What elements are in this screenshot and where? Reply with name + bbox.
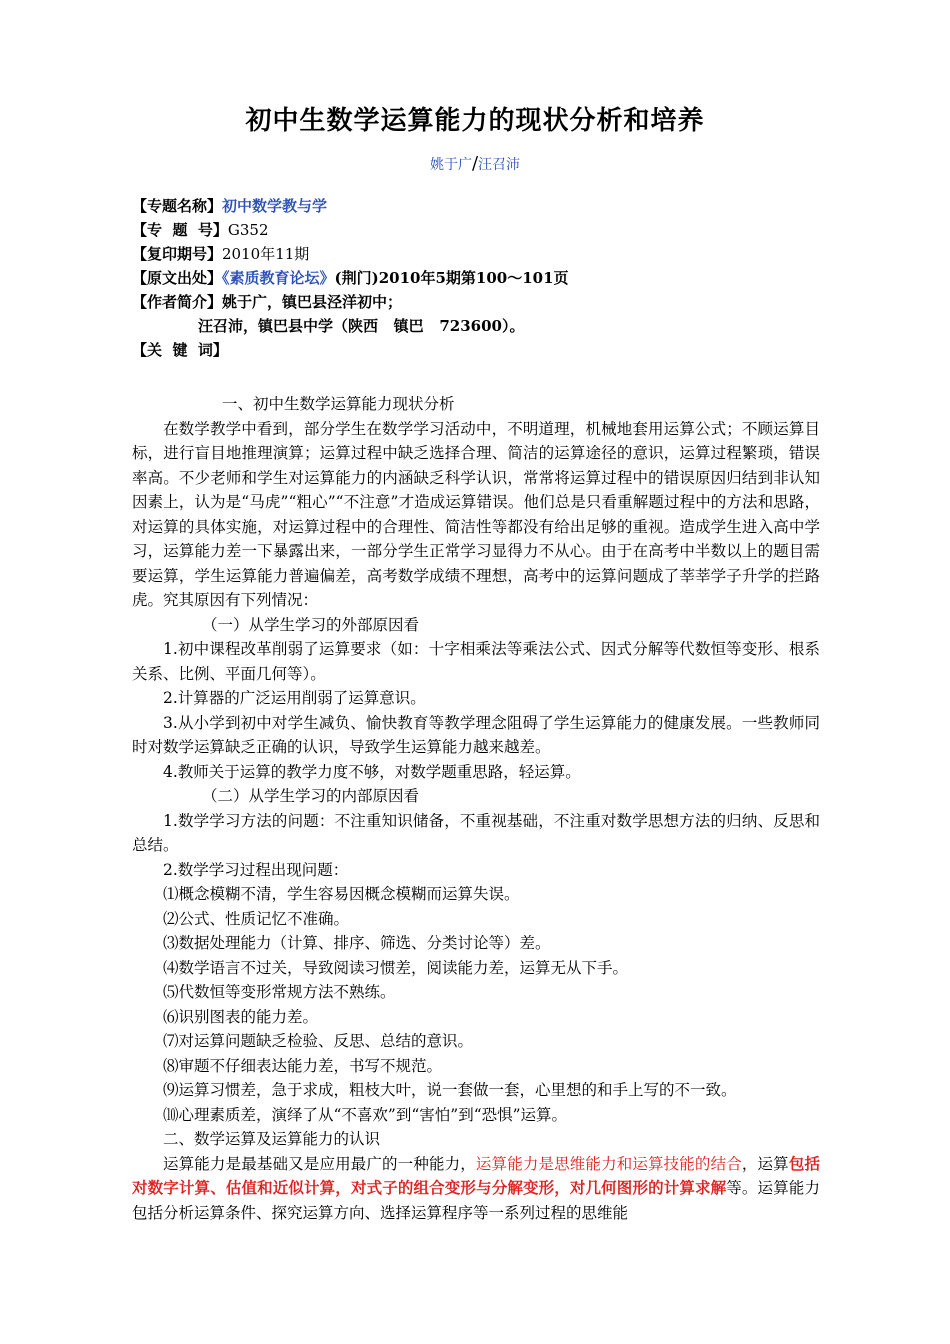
meta-topic-number (132, 218, 822, 242)
text-run: 等。运算能力包括分析运算条件、探究运算方向、选择运算程序等一系列过程的思维能 (132, 1179, 820, 1222)
highlighted-bold-text: 包括对数字计算、估值和近似计算，对式子的组合变形与分解变形，对几何图形的计算求解 (132, 1153, 820, 1197)
meta-value: 汪召沛，镇巴县中学（陕西 镇巴 723600）。 (198, 317, 525, 335)
subsection-heading: （一）从学生学习的外部原因看 (202, 615, 420, 634)
list-item: ⑷数学语言不过关，导致阅读习惯差，阅读能力差，运算无从下手。 (163, 958, 629, 977)
author-line (0, 153, 950, 174)
meta-keywords (132, 338, 822, 362)
list-item: ⑻审题不仔细表达能力差，书写不规范。 (163, 1056, 443, 1075)
meta-label: 【原文出处】 (132, 269, 223, 287)
list-item: 4.教师关于运算的教学力度不够，对数学题重思路，轻运算。 (163, 762, 581, 781)
paragraph: 在数学教学中看到，部分学生在数学学习活动中，不明道理，机械地套用运算公式；不顾运算目标，进行盲目地推理演算；运算过程中缺乏选择合理、简洁的运算途径的意识，运算过程繁琐，错误率高。不少老师和学生对运算能力的内涵缺乏科学认识，常常将运算过程中的错误原因归结到非认知因素上，认为是“马虎”“粗心”“不注意”才造成运算错误。他们总是只看重解题过程中的方法和思路，对运算的具体实施，对运算过程中的合理性、简洁性等都没有给出足够的重视。造成学生进入高中学习，运算能力差一下暴露出来，一部分学生正常学习显得力不从心。由于在高考中半数以上的题目需要运算，学生运算能力普遍偏差，高考数学成绩不理想，高考中的运算问题成了莘莘学子升学的拦路虎。究其原因有下列情况： (132, 419, 820, 609)
page-title: 初中生数学运算能力的现状分析和培养 (245, 106, 705, 136)
list-item: ⑹识别图表的能力差。 (163, 1007, 319, 1026)
meta-label: 【作者简介】 (132, 293, 223, 311)
meta-value: G352 (227, 221, 269, 239)
meta-label: 【复印期号】 (132, 245, 223, 263)
paragraph (132, 1152, 820, 1226)
meta-label: 【专题名称】 (132, 197, 223, 215)
list-item: 3.从小学到初中对学生减负、愉快教育等教学理念阻碍了学生运算能力的健康发展。一些教师同时对数学运算缺乏正确的认识，导致学生运算能力越来越差。 (132, 713, 820, 756)
list-item: 2.计算器的广泛运用削弱了运算意识。 (163, 689, 426, 707)
meta-label: 【专 题 号】 (132, 221, 228, 239)
list-item: ⑽心理素质差，演绎了从“不喜欢”到“害怕”到“恐惧”运算。 (163, 1105, 568, 1124)
list-item: ⑴概念模糊不清，学生容易因概念模糊而运算失误。 (163, 885, 520, 903)
article-metadata (132, 194, 822, 362)
list-item: 1.初中课程改革削弱了运算要求（如：十字相乘法等乘法公式、因式分解等代数恒等变形、根系关系、比例、平面几何等）。 (132, 640, 820, 683)
author-link-second[interactable]: 汪召沛 (478, 157, 521, 173)
list-item: ⑺对运算问题缺乏检验、反思、总结的意识。 (163, 1032, 474, 1050)
meta-source (132, 266, 822, 290)
section-heading: 二、数学运算及运算能力的认识 (163, 1130, 381, 1148)
text-run: ，运算 (741, 1154, 789, 1173)
highlighted-text: 运算能力是思维能力和运算技能的结合 (475, 1154, 742, 1173)
meta-topic-name (132, 194, 822, 218)
meta-issue (132, 242, 822, 266)
section-heading: 一、初中生数学运算能力现状分析 (222, 395, 455, 413)
meta-value: 姚于广，镇巴县泾洋初中； (222, 293, 403, 311)
subsection-heading: （二）从学生学习的内部原因看 (202, 787, 420, 805)
list-item: ⑸代数恒等变形常规方法不熟练。 (163, 983, 396, 1001)
list-item: ⑼运算习惯差，急于求成，粗枝大叶，说一套做一套，心里想的和手上写的不一致。 (163, 1081, 737, 1099)
meta-author-2 (132, 314, 822, 338)
meta-author (132, 290, 822, 314)
meta-label: 【关 键 词】 (132, 341, 228, 359)
text-run: 运算能力是最基础又是应用最广的一种能力， (163, 1154, 476, 1173)
article-body (132, 392, 820, 1225)
list-item: 2.数学学习过程出现问题： (163, 860, 349, 879)
author-separator: / (471, 153, 479, 174)
topic-name-link[interactable]: 初中数学教与学 (222, 197, 328, 215)
source-journal-link[interactable]: 《素质教育论坛》 (222, 269, 335, 287)
list-item: ⑵公式、性质记忆不准确。 (163, 909, 350, 928)
meta-value: (荆门)2010年5期第100～101页 (334, 269, 569, 287)
author-link-first[interactable]: 姚于广 (429, 157, 472, 173)
list-item: ⑶数据处理能力（计算、排序、筛选、分类讨论等）差。 (163, 934, 551, 952)
list-item: 1.数学学习方法的问题：不注重知识储备，不重视基础，不注重对数学思想方法的归纳、反思和总结。 (132, 811, 820, 854)
meta-value: 2010年11期 (222, 245, 310, 263)
